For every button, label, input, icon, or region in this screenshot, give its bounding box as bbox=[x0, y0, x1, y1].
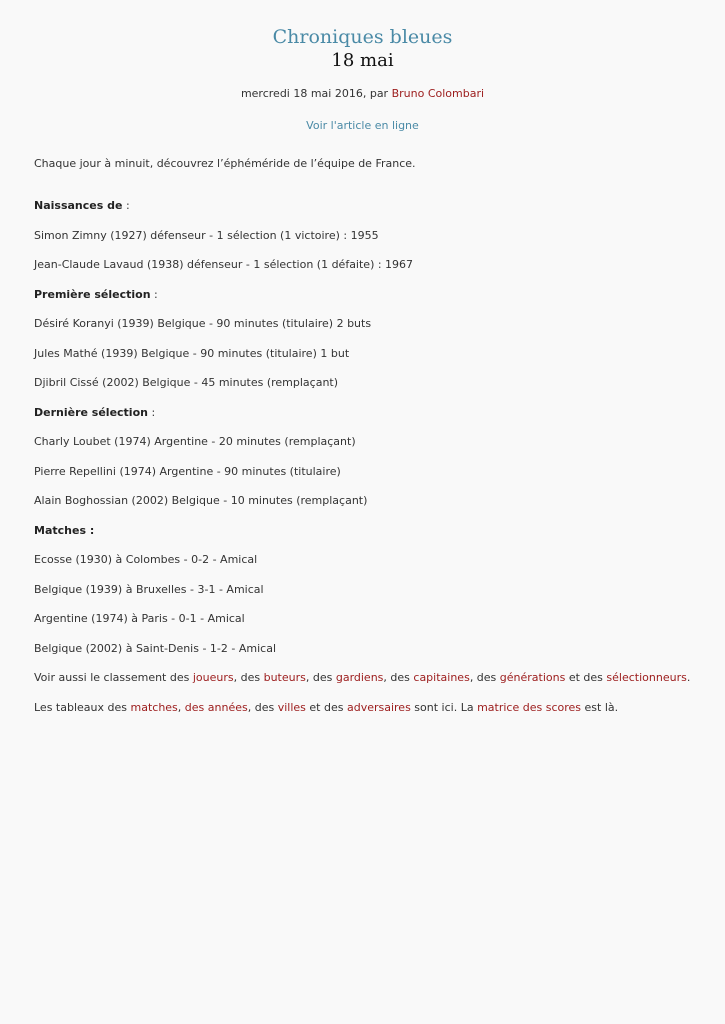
goalkeepers-ranking-link[interactable]: gardiens bbox=[335, 671, 384, 684]
match-item: Ecosse (1930) à Colombes - 0-2 - Amical bbox=[34, 553, 258, 566]
byline-date: mercredi 18 mai 2016, par bbox=[240, 87, 392, 100]
list-item: Charly Loubet (1974) Argentine - 20 minutes (remplaçant) bbox=[34, 435, 356, 448]
list-item: Jules Mathé (1939) Belgique - 90 minutes (titulaire) 1 but bbox=[34, 346, 350, 360]
tables-text: Les tableaux des bbox=[34, 700, 131, 714]
author-link[interactable]: Bruno Colombari bbox=[391, 87, 485, 100]
coaches-ranking-link[interactable]: sélectionneurs bbox=[606, 671, 687, 684]
tables-text: est là. bbox=[581, 700, 619, 714]
match-item: Argentine (1974) à Paris - 0-1 - Amical bbox=[34, 612, 245, 625]
see-also-text: et des bbox=[565, 671, 607, 684]
years-table-link[interactable]: des années bbox=[184, 700, 248, 714]
players-ranking-link[interactable]: joueurs bbox=[192, 671, 234, 684]
births-heading bbox=[34, 198, 694, 214]
tables-text: et des bbox=[305, 700, 347, 714]
last-selection-label: Dernière sélection bbox=[34, 405, 148, 419]
article-title: 18 mai bbox=[331, 50, 394, 71]
see-also-text: Voir aussi le classement des bbox=[34, 671, 193, 684]
see-also-paragraph bbox=[34, 670, 694, 686]
matches-table-link[interactable]: matches bbox=[130, 700, 178, 714]
cities-table-link[interactable]: villes bbox=[277, 700, 306, 714]
list-item: Simon Zimny (1927) défenseur - 1 sélection (1 victoire) : 1955 bbox=[34, 228, 379, 242]
intro-paragraph: Chaque jour à minuit, découvrez l’éphéméride de l’équipe de France. bbox=[34, 157, 416, 170]
article-body bbox=[34, 156, 694, 716]
matches-heading bbox=[34, 523, 694, 539]
list-item: Alain Boghossian (2002) Belgique - 10 minutes (remplaçant) bbox=[34, 494, 368, 507]
first-selection-label: Première sélection bbox=[34, 287, 151, 301]
tables-text: sont ici. La bbox=[410, 700, 478, 714]
see-also-text: , des bbox=[469, 671, 500, 684]
see-also-text: , des bbox=[233, 671, 264, 684]
matches-heading-label: Matches : bbox=[34, 523, 95, 537]
list-item: Djibril Cissé (2002) Belgique - 45 minutes (remplaçant) bbox=[34, 376, 339, 389]
captains-ranking-link[interactable]: capitaines bbox=[413, 671, 470, 684]
last-selection-suffix: : bbox=[147, 405, 156, 419]
last-selection-heading bbox=[34, 405, 694, 421]
see-also-text: , des bbox=[383, 671, 414, 684]
list-item: Pierre Repellini (1974) Argentine - 90 minutes (titulaire) bbox=[34, 464, 341, 478]
scorers-ranking-link[interactable]: buteurs bbox=[263, 671, 306, 684]
first-selection-heading bbox=[34, 287, 694, 303]
opponents-table-link[interactable]: adversaires bbox=[346, 700, 411, 714]
byline bbox=[0, 86, 725, 102]
see-also-text: , des bbox=[305, 671, 336, 684]
see-also-text: . bbox=[686, 671, 691, 684]
first-selection-suffix: : bbox=[150, 287, 158, 301]
tables-paragraph bbox=[34, 700, 694, 716]
score-matrix-link[interactable]: matrice des scores bbox=[477, 700, 582, 714]
site-title[interactable]: Chroniques bleues bbox=[272, 26, 453, 48]
tables-text: , bbox=[177, 700, 185, 714]
list-item: Désiré Koranyi (1939) Belgique - 90 minutes (titulaire) 2 buts bbox=[34, 317, 372, 330]
view-online-link[interactable]: Voir l'article en ligne bbox=[306, 119, 419, 132]
match-item: Belgique (2002) à Saint-Denis - 1-2 - Amical bbox=[34, 641, 276, 655]
list-item: Jean-Claude Lavaud (1938) défenseur - 1 sélection (1 défaite) : 1967 bbox=[34, 258, 414, 271]
generations-ranking-link[interactable]: générations bbox=[499, 671, 566, 684]
match-item: Belgique (1939) à Bruxelles - 3-1 - Amical bbox=[34, 582, 264, 596]
article-header bbox=[0, 0, 725, 134]
births-heading-label: Naissances de bbox=[34, 199, 123, 212]
tables-text: , des bbox=[247, 700, 278, 714]
births-heading-suffix: : bbox=[122, 199, 130, 212]
